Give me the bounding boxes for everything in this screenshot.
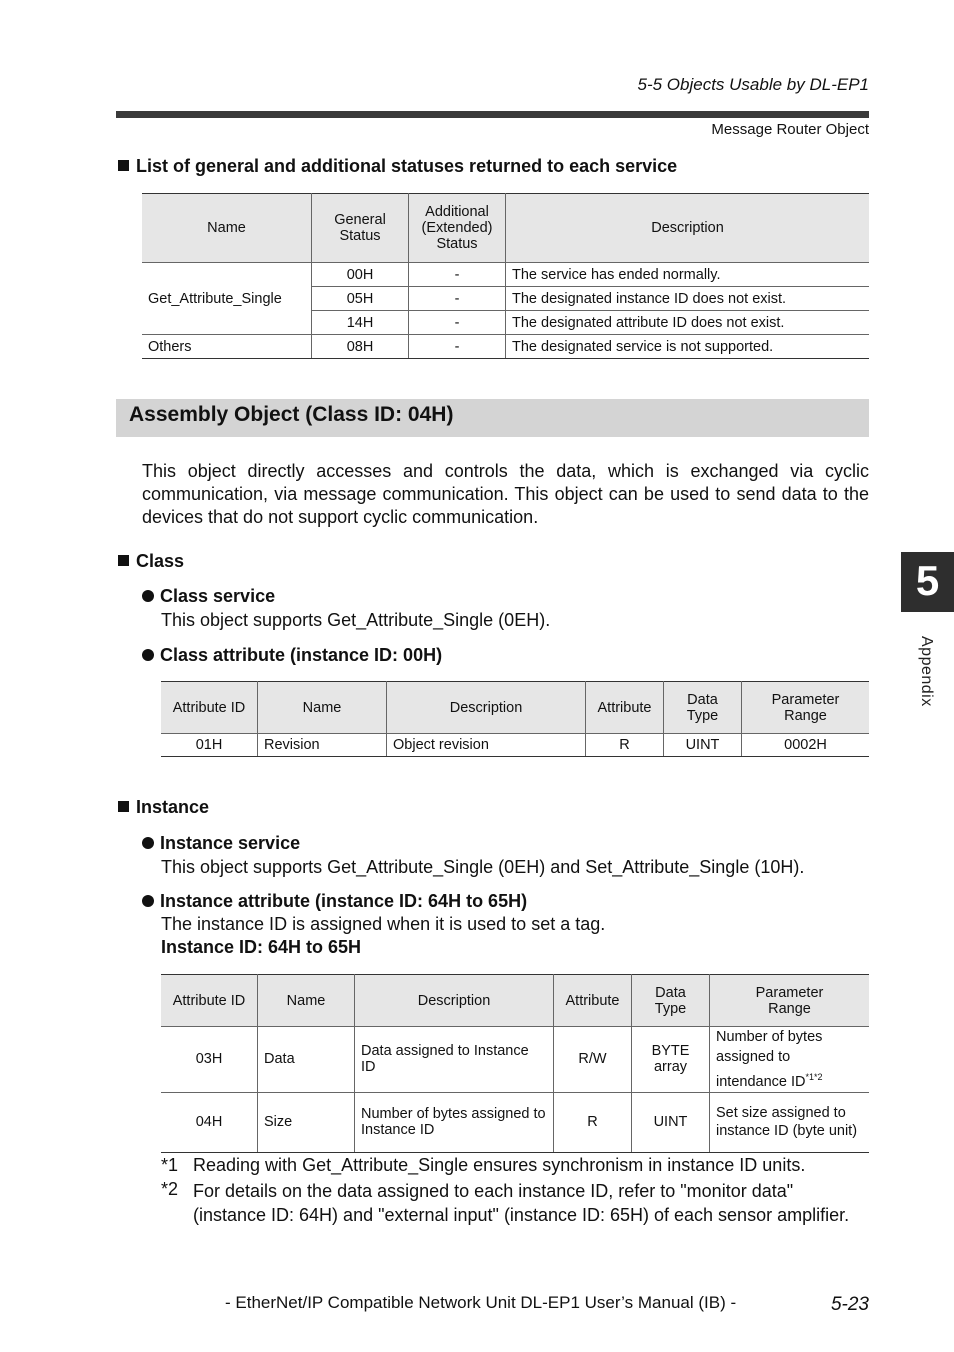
footnote-ref: *1*2 — [805, 1072, 823, 1082]
cell-additional: - — [409, 335, 506, 359]
table-row — [161, 1092, 869, 1152]
square-bullet-icon — [118, 555, 129, 566]
cell-parameter-range: Number of bytes assigned to intendance $ID^{*1*2}$ — [710, 1027, 870, 1093]
cell-data-type: UINT — [664, 734, 742, 757]
col-attribute: Attribute — [554, 975, 632, 1027]
instance-id-subheading: Instance ID: 64H to 65H — [161, 937, 362, 957]
col-description: Description — [355, 975, 554, 1027]
table-row — [142, 335, 869, 359]
page-number: 5-23 — [830, 1294, 869, 1315]
status-table — [142, 193, 869, 359]
cell-name: Revision — [258, 734, 387, 757]
table-row — [142, 263, 869, 287]
chapter-tab-label: Appendix — [918, 636, 935, 707]
col-parameter-range: Parameter Range — [742, 682, 870, 734]
cell-attribute-id: 04H — [161, 1092, 258, 1152]
circle-bullet-icon — [142, 837, 154, 849]
cell-description: Number of bytes assigned to Instance ID — [355, 1092, 554, 1152]
col-general-status: General Status — [312, 194, 409, 263]
cell-attribute-id: 03H — [161, 1027, 258, 1093]
section-banner — [116, 399, 869, 437]
cell-additional: - — [409, 263, 506, 287]
cell-data-type: BYTE array — [632, 1027, 710, 1093]
instance-service-text: This object supports Get_Attribute_Single (0EH) and Set_Attribute_Single (10H). — [161, 857, 805, 877]
footnote-2-text: For details on the data assigned to each instance ID, refer to "monitor data" (instance ID: 64H) and "external input" (instance ID: 65H) of each sensor amplifier. — [193, 1181, 850, 1225]
cell-description: The designated service is not supported. — [506, 335, 870, 359]
col-data-type: Data Type — [632, 975, 710, 1027]
col-data-type: Data Type — [664, 682, 742, 734]
col-name: Name — [258, 682, 387, 734]
cell-parameter-range: Set size assigned to instance ID (byte unit) — [710, 1092, 870, 1152]
col-parameter-range: Parameter Range — [710, 975, 870, 1027]
class-attribute-table — [161, 681, 869, 757]
cell-attribute: R/W — [554, 1027, 632, 1093]
cell-general: 08H — [312, 335, 409, 359]
cell-name: Others — [142, 335, 312, 359]
footnote-1-text: Reading with Get_Attribute_Single ensures synchronism in instance ID units. — [193, 1155, 806, 1175]
instance-heading: Instance — [118, 797, 209, 818]
cell-attribute-id: 01H — [161, 734, 258, 757]
header-rule — [116, 111, 869, 118]
cell-general: 14H — [312, 311, 409, 335]
cell-description: Data assigned to Instance ID — [355, 1027, 554, 1093]
col-attribute-id: Attribute ID — [161, 975, 258, 1027]
cell-additional: - — [409, 311, 506, 335]
cell-name: Size — [258, 1092, 355, 1152]
cell-description: The designated attribute ID does not exist. — [506, 311, 870, 335]
cell-description: The designated instance ID does not exist. — [506, 287, 870, 311]
square-bullet-icon — [118, 801, 129, 812]
intro-paragraph: This object directly accesses and controls the data, which is exchanged via cyclic communication, via message communication. This object can be used to send data to the devices that do not support cyclic communication. — [142, 461, 869, 527]
cell-name: Get_Attribute_Single — [142, 263, 312, 335]
class-service-text: This object supports Get_Attribute_Single (0EH). — [161, 610, 551, 630]
chapter-tab: 5 — [901, 552, 954, 612]
circle-bullet-icon — [142, 895, 154, 907]
col-additional-status: Additional (Extended) Status — [409, 194, 506, 263]
class-attribute-heading: Class attribute (instance ID: 00H) — [142, 645, 442, 666]
instance-attribute-text: The instance ID is assigned when it is used to set a tag. — [161, 914, 606, 934]
cell-description: Object revision — [387, 734, 586, 757]
circle-bullet-icon — [142, 649, 154, 661]
cell-name: Data — [258, 1027, 355, 1093]
col-name: Name — [142, 194, 312, 263]
cell-attribute: R — [586, 734, 664, 757]
footnote-2-mark: *2 — [161, 1179, 179, 1199]
instance-service-heading: Instance service — [142, 833, 300, 854]
running-header-title: 5-5 Objects Usable by DL-EP1 — [637, 75, 869, 94]
class-heading: Class — [118, 551, 184, 572]
circle-bullet-icon — [142, 590, 154, 602]
cell-general: 00H — [312, 263, 409, 287]
table-row — [161, 1027, 869, 1093]
col-description: Description — [387, 682, 586, 734]
footer-manual-title: - EtherNet/IP Compatible Network Unit DL-EP1 User’s Manual (IB) - — [225, 1293, 737, 1312]
cell-attribute: R — [554, 1092, 632, 1152]
running-header-subtitle: Message Router Object — [711, 121, 869, 138]
instance-attribute-table — [161, 974, 869, 1153]
section-title: Assembly Object (Class ID: 04H) — [129, 403, 454, 426]
col-attribute: Attribute — [586, 682, 664, 734]
cell-description: The service has ended normally. — [506, 263, 870, 287]
col-attribute-id: Attribute ID — [161, 682, 258, 734]
col-name: Name — [258, 975, 355, 1027]
instance-attribute-heading: Instance attribute (instance ID: 64H to 65H) — [142, 891, 527, 912]
cell-additional: - — [409, 287, 506, 311]
cell-data-type: UINT — [632, 1092, 710, 1152]
footnote-1-mark: *1 — [161, 1155, 179, 1175]
col-description: Description — [506, 194, 870, 263]
cell-general: 05H — [312, 287, 409, 311]
class-service-heading: Class service — [142, 586, 275, 607]
status-list-heading: List of general and additional statuses returned to each service — [118, 156, 677, 177]
cell-parameter-range: 0002H — [742, 734, 870, 757]
table-row — [161, 734, 869, 757]
square-bullet-icon — [118, 160, 129, 171]
